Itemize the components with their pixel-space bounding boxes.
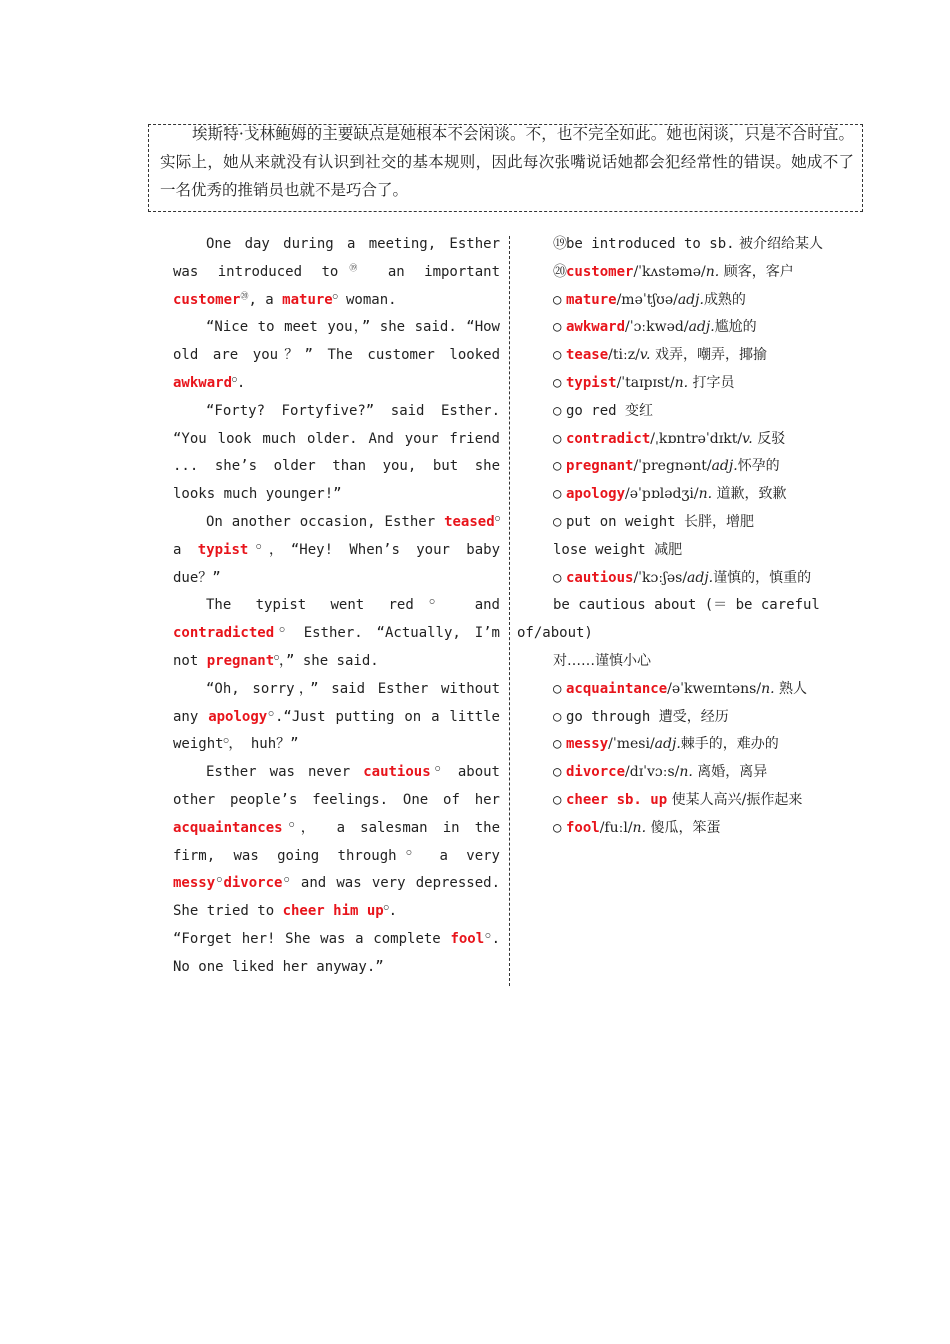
- vocab-headword: tease: [566, 347, 609, 364]
- vocab-meaning: 成熟的: [703, 291, 746, 308]
- vocab-part-of-speech: n.: [632, 819, 647, 836]
- vocab-phrase: go through: [566, 708, 659, 725]
- vocab-word: fool: [450, 930, 485, 947]
- vocab-word: cheer him up: [282, 903, 384, 920]
- vocab-headword: typist: [566, 374, 617, 391]
- story-paragraph-3: “Forty? Fortyfive?” said Esther. “You look much older. And your friend ... she’s older than you, but she looks much younger!”: [173, 402, 500, 503]
- vocab-headword: apology: [566, 486, 626, 503]
- vocab-meaning: 使某人高兴/振作起来: [667, 791, 803, 808]
- vocab-entry: [517, 815, 881, 843]
- vocab-entry: [517, 287, 881, 315]
- vocab-entry: [517, 731, 881, 759]
- vocab-headword: messy: [566, 736, 609, 753]
- story-column: [173, 231, 500, 982]
- vocab-headword: contradict: [566, 430, 651, 447]
- vocab-headword: acquaintance: [566, 680, 668, 697]
- vocab-headword: divorce: [566, 764, 626, 781]
- vocab-word: contradicted: [173, 625, 275, 642]
- vocab-part-of-speech: adj.: [677, 291, 704, 308]
- entry-marker: ○: [553, 819, 562, 836]
- vocab-entry: [517, 565, 881, 593]
- vocab-part-of-speech: adj.: [654, 736, 681, 753]
- vocab-entry: [517, 370, 881, 398]
- vocab-phonetic: /əˈpɒlədʒi/: [625, 486, 699, 503]
- vocab-phrase: put on weight: [566, 513, 685, 530]
- vocab-headword: cautious: [566, 569, 634, 586]
- entry-marker: ⑳: [553, 263, 567, 280]
- vocab-entry: [517, 787, 881, 815]
- vocab-phonetic: /dɪˈvɔːs/: [625, 764, 680, 781]
- vocab-part-of-speech: adj.: [687, 569, 714, 586]
- entry-marker: ○: [553, 402, 562, 419]
- vocab-part-of-speech: n.: [674, 374, 689, 391]
- entry-marker: ○: [553, 513, 562, 530]
- vocab-meaning: 打字员: [688, 374, 735, 391]
- vocab-meaning: 熟人: [774, 680, 808, 697]
- vocab-meaning: 谨慎的，慎重的: [713, 569, 812, 586]
- vocab-part-of-speech: n.: [761, 680, 775, 697]
- vocab-meaning: 戏弄，嘲弄，揶揄: [650, 347, 767, 364]
- entry-marker: ⑲: [553, 236, 567, 252]
- entry-marker: ○: [553, 374, 562, 391]
- vocab-meaning: 反驳: [752, 430, 786, 447]
- vocab-part-of-speech: adj.: [711, 458, 738, 475]
- vocab-phonetic: /ˈɔːkwəd/: [625, 319, 689, 336]
- vocab-part-of-speech: adj.: [688, 319, 715, 336]
- vocab-phonetic: /ˈpregnənt/: [633, 458, 712, 475]
- vocab-entry: [517, 426, 881, 454]
- vocab-meaning: 离婚，离异: [692, 764, 768, 781]
- entry-marker: ○: [553, 319, 562, 336]
- story-paragraph-7: Esther was never cautious○ about other people’s feelings. One of her acquaintances○， a salesman in the firm, was going through○ a very messy○divorce○ and was very depressed. She tried to cheer him up○.: [173, 763, 500, 920]
- vocab-entry: [517, 704, 881, 732]
- vocab-meaning: 遭受，经历: [658, 708, 729, 725]
- vocab-word: cautious: [363, 764, 431, 781]
- vocab-phonetic: /ˈmesi/: [608, 736, 655, 753]
- vocab-entry: [517, 259, 881, 287]
- vocab-word: typist: [197, 541, 249, 558]
- entry-marker: ○: [553, 708, 562, 725]
- vocab-meaning: 棘手的，难办的: [680, 736, 779, 753]
- vocab-entry: [517, 398, 881, 426]
- vocab-entry: [517, 342, 881, 370]
- vocab-entry: [517, 314, 881, 342]
- entry-marker: ○: [553, 791, 562, 808]
- summary-text: 埃斯特·戈林鲍姆的主要缺点是她根本不会闲谈。不，也不完全如此。她也闲谈，只是不合时宜。实际上，她从来就没有认识到社交的基本规则，因此每次张嘴说话她都会犯经常性的错误。她成不了一名优秀的推销员也就不是巧合了。: [160, 125, 854, 199]
- vocab-word: apology: [208, 708, 268, 725]
- story-paragraph-8: “Forget her! She was a complete fool○. No one liked her anyway.”: [173, 930, 500, 975]
- story-paragraph-5: The typist went red○ and contradicted○ Esther. “Actually, I’m not pregnant○，” she said.: [173, 596, 500, 669]
- story-paragraph-4: On another occasion, Esther teased○ a typist○，“Hey! When’s your baby due？”: [173, 513, 500, 586]
- vocab-meaning: 变红: [625, 402, 654, 419]
- vocab-meaning: 道歉，致歉: [712, 486, 787, 503]
- vocab-entry: [517, 509, 881, 537]
- vocab-phrase: lose weight: [553, 541, 655, 558]
- vocab-meaning: 对……谨慎小心: [553, 652, 651, 669]
- vocab-phonetic: /məˈtʃʊə/: [616, 291, 678, 308]
- vocab-part-of-speech: n.: [679, 764, 693, 781]
- vocab-entry: [517, 231, 881, 259]
- vocab-entry: [517, 481, 881, 509]
- vocab-word: messy: [173, 875, 216, 892]
- entry-marker: ○: [553, 291, 562, 308]
- vocab-headword: awkward: [566, 319, 626, 336]
- vocab-phonetic: /fuːl/: [599, 819, 633, 836]
- vocab-word: divorce: [223, 875, 283, 892]
- vocab-meaning: 长胖，增肥: [684, 513, 755, 530]
- vocab-phonetic: /ˈtaɪpɪst/: [616, 374, 675, 391]
- vocab-phrase: be cautious about (＝ be careful of/about): [517, 597, 820, 642]
- vocab-headword: fool: [566, 819, 600, 836]
- entry-marker: ○: [553, 430, 562, 447]
- vocab-word: customer: [173, 291, 241, 308]
- vocab-word: teased: [444, 513, 495, 530]
- vocab-headword: mature: [566, 291, 617, 308]
- vocab-meaning: 尴尬的: [714, 319, 757, 336]
- vocab-meaning: 减肥: [654, 541, 683, 558]
- entry-marker: ○: [553, 764, 562, 781]
- vocab-meaning: 傻瓜，笨蛋: [646, 819, 721, 836]
- vocab-phonetic: /tiːz/: [608, 347, 640, 364]
- story-paragraph-6: “Oh, sorry，” said Esther without any apology○.“Just putting on a little weight○， huh？”: [173, 680, 500, 753]
- entry-marker: ○: [553, 569, 562, 586]
- vocab-part-of-speech: n.: [705, 263, 720, 280]
- entry-marker: ○: [553, 458, 562, 475]
- vocab-entry: [517, 648, 881, 676]
- vocab-meaning: 被介绍给某人: [734, 236, 824, 252]
- vocab-entry: [517, 676, 881, 704]
- vocab-part-of-speech: n.: [698, 486, 713, 503]
- vocab-phonetic: /ˈkʌstəmə/: [633, 263, 706, 280]
- entry-marker: ○: [553, 347, 562, 364]
- vocab-part-of-speech: v.: [639, 347, 651, 364]
- vocab-phonetic: /əˈkweɪntəns/: [667, 680, 762, 697]
- story-paragraph-1: One day during a meeting, Esther was introduced to⑲ an important customer⑳, a mature○ woman.: [173, 236, 501, 308]
- column-divider: [509, 236, 510, 986]
- vocab-phonetic: /ˈkɔːʃəs/: [633, 569, 688, 586]
- vocab-meaning: 怀孕的: [737, 458, 780, 475]
- vocab-word: acquaintances: [173, 819, 283, 836]
- vocab-headword: cheer sb. up: [566, 791, 668, 808]
- vocab-entry: [517, 537, 881, 565]
- vocab-word: pregnant: [206, 652, 275, 669]
- entry-marker: ○: [553, 680, 562, 697]
- vocab-entry: [517, 759, 881, 787]
- vocabulary-column: [517, 231, 881, 843]
- vocab-part-of-speech: v.: [742, 430, 753, 447]
- story-paragraph-2: “Nice to meet you，” she said. “How old are you？” The customer looked awkward○.: [173, 319, 500, 391]
- vocab-phonetic: /ˌkɒntrəˈdɪkt/: [650, 430, 743, 447]
- vocab-headword: pregnant: [566, 458, 634, 475]
- vocab-meaning: 顾客，客户: [719, 263, 794, 280]
- vocab-entry: [517, 453, 881, 481]
- entry-marker: ○: [553, 486, 562, 503]
- vocab-phrase: go red: [566, 402, 626, 419]
- vocab-entry: [517, 592, 881, 648]
- vocab-headword: customer: [566, 263, 634, 280]
- vocab-word: awkward: [173, 374, 233, 391]
- vocab-phrase: be introduced to sb.: [566, 236, 735, 252]
- entry-marker: ○: [553, 736, 562, 753]
- vocab-word: mature: [282, 291, 333, 308]
